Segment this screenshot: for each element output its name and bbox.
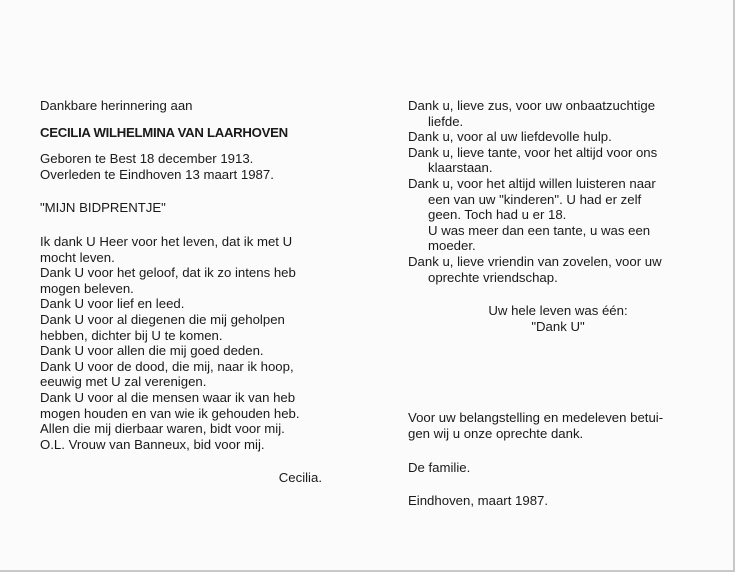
prayer-line: Dank U voor lief en leed. xyxy=(40,296,185,312)
prayer-line: Dank U voor de dood, die mij, naar ik hoop, xyxy=(40,358,294,374)
prayer-line: Allen die mij dierbaar waren, bidt voor mij. xyxy=(40,421,285,437)
death-line: Overleden te Eindhoven 13 maart 1987. xyxy=(40,166,274,182)
prayer-line: hebben, dichter bij U te komen. xyxy=(40,327,223,343)
prayer-line: Dank U voor al die mensen waar ik van heb xyxy=(40,389,296,405)
thanks-line: U was meer dan een tante, u was een xyxy=(428,222,651,238)
verse-line: "Dank U" xyxy=(531,318,585,334)
birth-line: Geboren te Best 18 december 1913. xyxy=(40,151,254,167)
prayer-title: "MIJN BIDPRENTJE" xyxy=(40,200,166,216)
prayer-line: Ik dank U Heer voor het leven, dat ik met U xyxy=(40,233,293,249)
prayer-line: mocht leven. xyxy=(40,249,115,265)
prayer-line: Dank U voor allen die mij goed deden. xyxy=(40,343,264,359)
thanks-list xyxy=(408,98,708,285)
prayer-line: mogen beleven. xyxy=(40,280,134,296)
thanks-line: Dank u, voor het altijd willen luisteren naar xyxy=(408,175,656,191)
prayer-line: Dank U voor het geloof, dat ik zo intens heb xyxy=(40,265,296,281)
thanks-line: Dank u, lieve tante, voor het altijd voor ons xyxy=(408,144,658,160)
signature: Cecilia. xyxy=(278,470,322,486)
gratitude-text xyxy=(408,410,708,441)
thanks-line: moeder. xyxy=(428,238,476,254)
thanks-line: klaarstaan. xyxy=(428,160,493,176)
thanks-line: liefde. xyxy=(428,113,464,129)
gratitude-line: Voor uw belangstelling en medeleven betui- xyxy=(408,410,664,426)
intro-text: Dankbare herinnering aan xyxy=(40,98,193,113)
family-signature: De familie. xyxy=(408,459,471,475)
prayer-line: Dank U voor al diegenen die mij geholpen xyxy=(40,311,285,327)
prayer-line: eeuwig met U zal verenigen. xyxy=(40,374,207,390)
verse-line: Uw hele leven was één: xyxy=(488,303,628,319)
place-date: Eindhoven, maart 1987. xyxy=(408,493,549,509)
prayer-line: O.L. Vrouw van Banneux, bid voor mij. xyxy=(40,436,265,452)
prayer-text xyxy=(40,234,330,452)
prayer-line: mogen houden en van wie ik gehouden heb. xyxy=(40,405,300,421)
thanks-line: een van uw "kinderen". U had er zelf xyxy=(428,191,642,207)
left-column xyxy=(40,98,330,486)
deceased-name: CECILIA WILHELMINA VAN LAARHOVEN xyxy=(40,124,288,140)
thanks-line: Dank u, voor al uw liefdevolle hulp. xyxy=(408,129,612,145)
thanks-line: Dank u, lieve zus, voor uw onbaatzuchtige xyxy=(408,98,656,113)
thanks-line: Dank u, lieve vriendin van zovelen, voor uw xyxy=(408,253,662,269)
thanks-line: geen. Toch had u er 18. xyxy=(428,207,567,223)
gratitude-line: gen wij u onze oprechte dank. xyxy=(408,425,584,441)
right-column xyxy=(408,98,708,509)
verse xyxy=(408,303,708,334)
thanks-line: oprechte vriendschap. xyxy=(428,269,558,285)
